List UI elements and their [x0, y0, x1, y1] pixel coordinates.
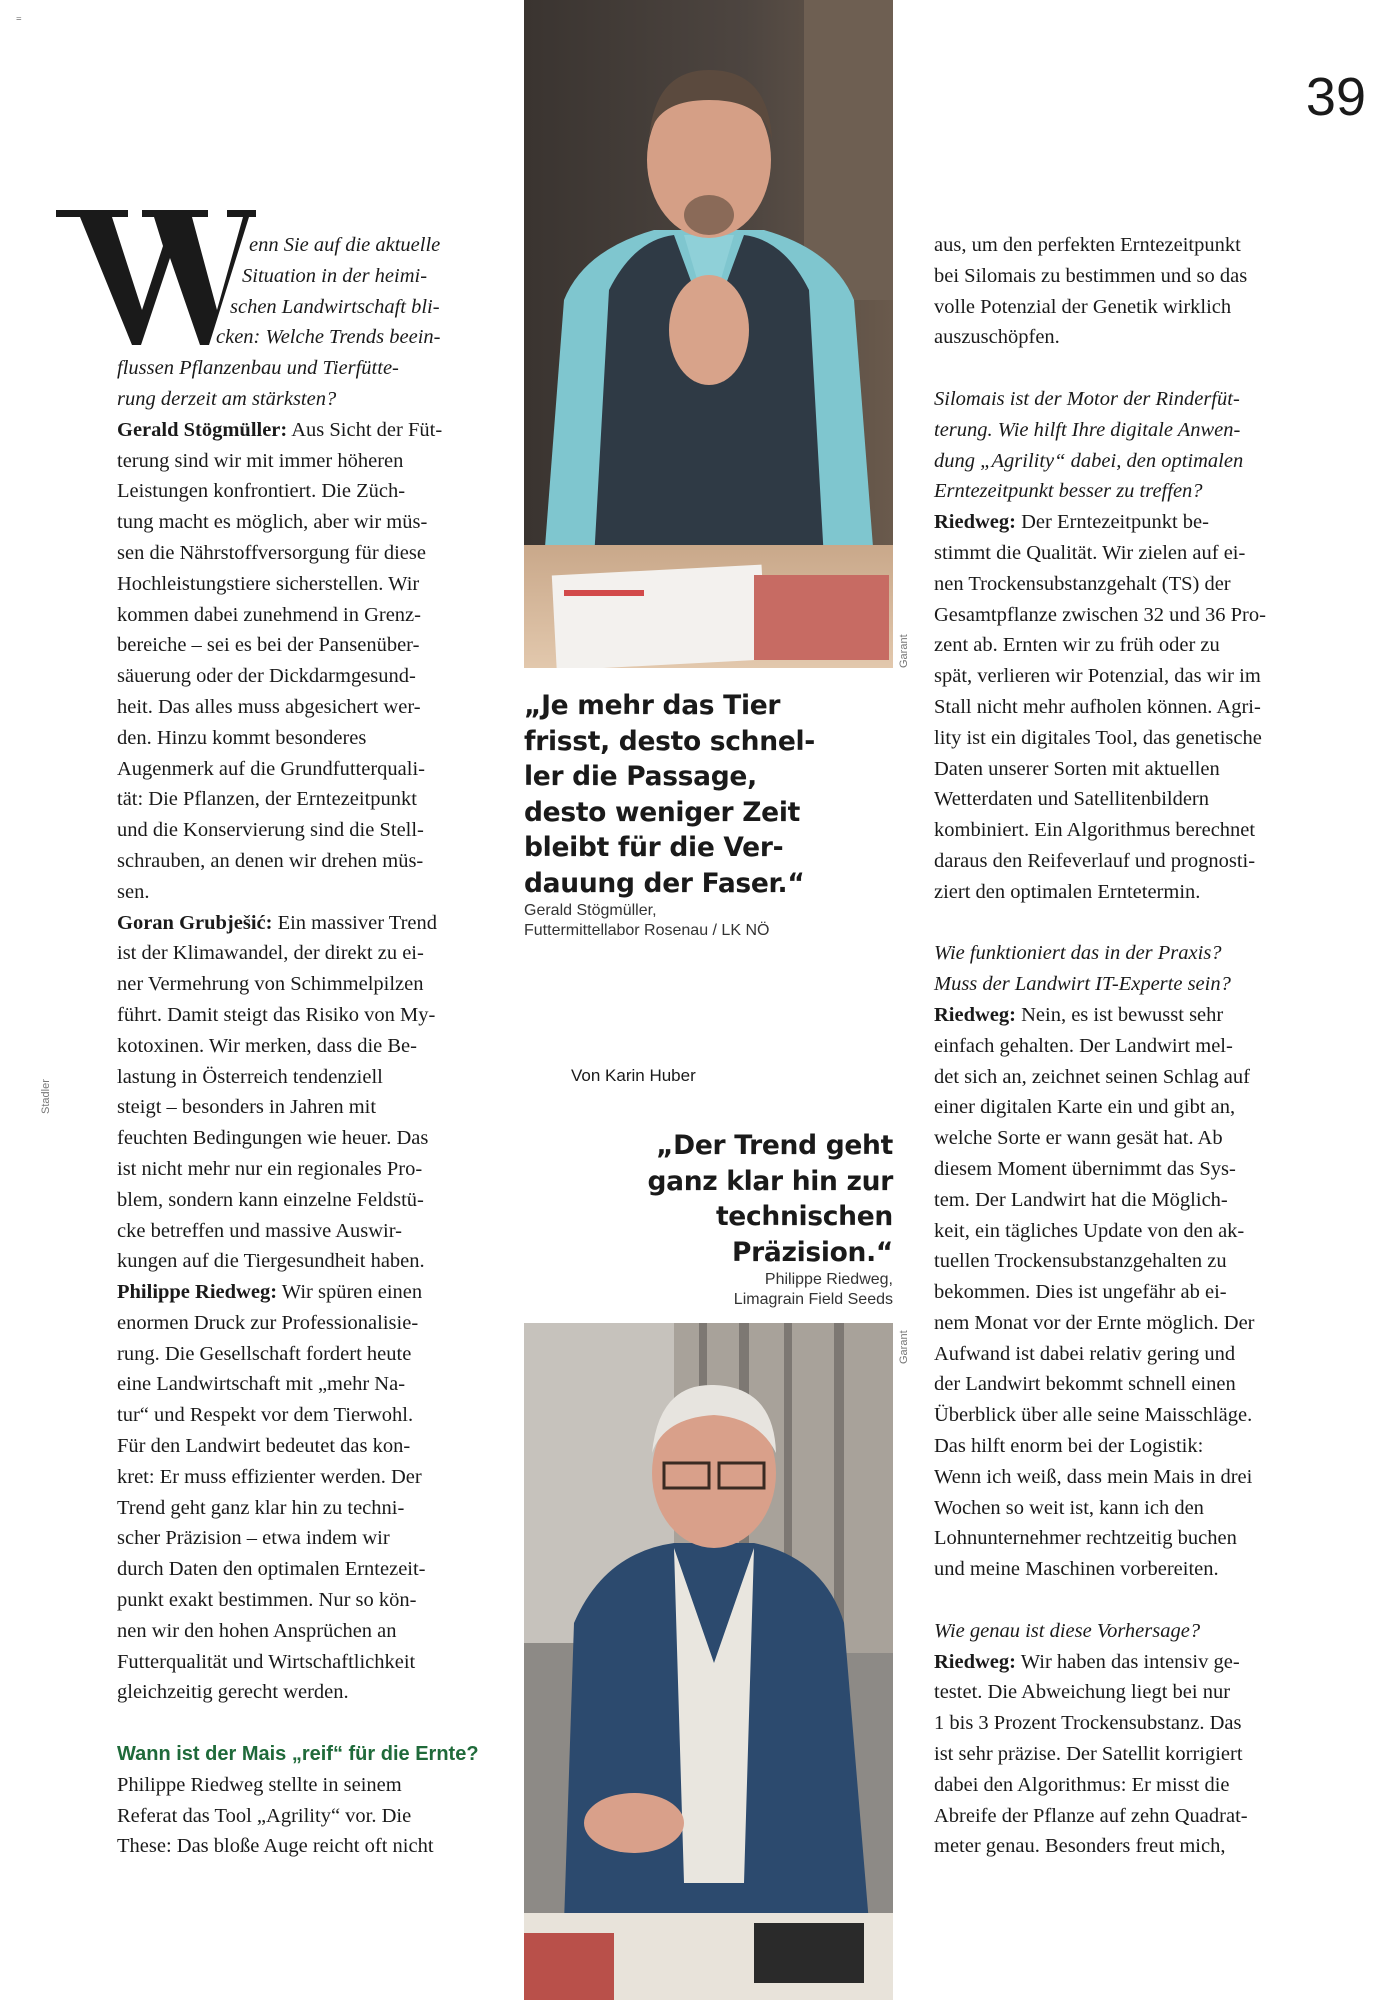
line-text: These: Das bloße Auge reicht oft nicht [117, 1835, 434, 1858]
line-text: Augenmerk auf die Grundfutterquali- [117, 757, 425, 780]
line-text: steigt – besonders in Jahren mit [117, 1096, 377, 1119]
text-line [934, 1739, 1319, 1770]
line-text: scher Präzision – etwa indem wir [117, 1527, 390, 1550]
text-line [117, 1585, 502, 1616]
line-text: stimmt die Qualität. Wir zielen auf ei- [934, 541, 1246, 564]
line-text: tem. Der Landwirt hat die Möglich- [934, 1188, 1228, 1211]
text-line [117, 754, 502, 785]
line-text: der Landwirt bekommt schnell einen [934, 1373, 1236, 1396]
speaker-name: Philippe Riedweg: [117, 1281, 278, 1304]
line-text: Trend geht ganz klar hin zu techni- [117, 1496, 405, 1519]
text-line [117, 630, 502, 661]
text-line [117, 1092, 502, 1123]
line-text: Situation in der heimi- [242, 264, 428, 287]
line-text: Daten unserer Sorten mit aktuellen [934, 757, 1220, 780]
line-text: kungen auf die Tiergesundheit haben. [117, 1250, 425, 1273]
line-text: Wenn ich weiß, dass mein Mais in drei [934, 1465, 1253, 1488]
line-text: nem Monat vor der Ernte möglich. Der [934, 1311, 1255, 1334]
text-line [117, 877, 502, 908]
line-text: terung. Wie hilft Ihre digitale Anwen- [934, 418, 1241, 441]
line-text: bekommen. Dies ist ungefähr ab ei- [934, 1281, 1227, 1304]
line-text: enormen Druck zur Professionalisie- [117, 1311, 419, 1334]
line-text: punkt exakt bestimmen. Nur so kön- [117, 1589, 417, 1612]
line-text: kombiniert. Ein Algorithmus berechnet [934, 819, 1256, 842]
text-line [117, 1339, 502, 1370]
question-line [934, 446, 1319, 477]
paragraph-gap [934, 1585, 1319, 1616]
text-line [117, 538, 502, 569]
text-line [934, 1031, 1319, 1062]
line-text: ner Vermehrung von Schimmelpilzen [117, 973, 424, 996]
text-line [117, 1554, 502, 1585]
text-line [117, 1277, 502, 1308]
line-text: Gesamtpflanze zwischen 32 und 36 Pro- [934, 603, 1266, 626]
text-line [117, 1000, 502, 1031]
line-text: keit, ein tägliches Update von den ak- [934, 1219, 1245, 1242]
line-text: Aus Sicht der Füt- [287, 418, 443, 441]
line-text: det sich an, zeichnet seinen Schlag auf [934, 1065, 1250, 1088]
text-line [934, 1400, 1319, 1431]
text-line [117, 1677, 502, 1708]
text-line [934, 1677, 1319, 1708]
text-line [117, 1462, 502, 1493]
photo-credit-1: Garant [898, 634, 910, 668]
line-text: kret: Er muss effizienter werden. Der [117, 1465, 422, 1488]
text-line [117, 692, 502, 723]
line-text: gleichzeitig gerecht werden. [117, 1681, 349, 1704]
text-line [117, 1647, 502, 1678]
corner-mark: = [16, 14, 22, 25]
text-line [934, 754, 1319, 785]
question-line [934, 938, 1319, 969]
text-line [934, 1801, 1319, 1832]
text-line [934, 1523, 1319, 1554]
text-line [117, 1123, 502, 1154]
line-text: ist sehr präzise. Der Satellit korrigiert [934, 1743, 1243, 1766]
line-text: lity ist ein digitales Tool, das genetische [934, 726, 1262, 749]
text-line [117, 1062, 502, 1093]
line-text: sen die Nährstoffversorgung für diese [117, 541, 426, 564]
quote-line: frisst, desto schnel- [524, 725, 815, 757]
text-line [934, 1708, 1319, 1739]
speaker-name: Riedweg: [934, 1650, 1016, 1673]
line-text: Wochen so weit ist, kann ich den [934, 1496, 1204, 1519]
line-text: Erntezeitpunkt besser zu treffen? [934, 480, 1203, 503]
text-line [934, 1369, 1319, 1400]
line-text: einer digitalen Karte ein und gibt an, [934, 1096, 1236, 1119]
speaker-name: Riedweg: [934, 1003, 1016, 1026]
line-text: ist nicht mehr nur ein regionales Pro- [117, 1157, 423, 1180]
line-text: bereiche – sei es bei der Pansenüber- [117, 634, 420, 657]
line-text: cke betreffen und massive Auswir- [117, 1219, 402, 1242]
line-text: cken: Welche Trends beein- [216, 326, 441, 349]
author-byline: Von Karin Huber [571, 1066, 696, 1085]
line-text: blem, sondern kann einzelne Feldstü- [117, 1188, 424, 1211]
line-text: enn Sie auf die aktuelle [249, 234, 441, 256]
line-text: tur“ und Respekt vor dem Tierwohl. [117, 1404, 414, 1427]
line-text: tung macht es möglich, aber wir müs- [117, 511, 428, 534]
line-text: kotoxinen. Wir merken, dass die Be- [117, 1034, 417, 1057]
text-line [117, 1369, 502, 1400]
line-text: ziert den optimalen Erntetermin. [934, 880, 1201, 903]
text-line [934, 1216, 1319, 1247]
text-line [934, 1062, 1319, 1093]
line-text: eine Landwirtschaft mit „mehr Na- [117, 1373, 406, 1396]
line-text: Muss der Landwirt IT-Experte sein? [934, 973, 1231, 996]
text-line [934, 1308, 1319, 1339]
text-line [117, 1831, 502, 1862]
line-text: dabei den Algorithmus: Er misst die [934, 1773, 1230, 1796]
line-text: Wir haben das intensiv ge- [1015, 1650, 1240, 1673]
line-text: einfach gehalten. Der Landwirt mel- [934, 1034, 1233, 1057]
line-text: Hochleistungstiere sicherstellen. Wir [117, 572, 420, 595]
text-line [934, 1493, 1319, 1524]
quote-line: Präzision.“ [732, 1236, 893, 1268]
text-line [934, 877, 1319, 908]
line-text: rung. Die Gesellschaft fordert heute [117, 1342, 412, 1365]
text-line [934, 784, 1319, 815]
text-line [117, 908, 502, 939]
text-line [934, 1185, 1319, 1216]
photo-credit-left: Stadler [40, 1079, 52, 1114]
line-text: Wann ist der Mais „reif“ für die Ernte? [117, 1743, 479, 1766]
text-line [117, 661, 502, 692]
line-text: säuerung oder der Dickdarmgesund- [117, 665, 416, 688]
paragraph-gap [934, 353, 1319, 384]
text-line [934, 230, 1319, 261]
text-line [117, 600, 502, 631]
text-line [117, 1400, 502, 1431]
line-text: führt. Damit steigt das Risiko von My- [117, 1003, 436, 1026]
quote-attribution-org: Limagrain Field Seeds [733, 1291, 893, 1308]
question-line [934, 476, 1319, 507]
pull-quote-2 [647, 1128, 893, 1310]
text-line [934, 1831, 1319, 1862]
text-line [934, 1277, 1319, 1308]
line-text: Abreife der Pflanze auf zehn Quadrat- [934, 1804, 1248, 1827]
line-text: durch Daten den optimalen Erntezeit- [117, 1558, 426, 1581]
line-text: nen wir den hohen Ansprüchen an [117, 1619, 397, 1642]
question-line [117, 353, 502, 384]
quote-line: dauung der Faser.“ [524, 867, 805, 899]
line-text: tät: Die Pflanzen, der Erntezeitpunkt [117, 788, 417, 811]
text-line [934, 1339, 1319, 1370]
text-line [934, 507, 1319, 538]
text-line [934, 1770, 1319, 1801]
line-text: Für den Landwirt bedeutet das kon- [117, 1435, 411, 1458]
paragraph-gap [934, 908, 1319, 939]
line-text: Futterqualität und Wirtschaftlichkeit [117, 1650, 416, 1673]
question-line [934, 415, 1319, 446]
text-line [934, 292, 1319, 323]
text-line [934, 1647, 1319, 1678]
line-text: flussen Pflanzenbau und Tierfütte- [117, 357, 399, 380]
text-line [934, 600, 1319, 631]
line-text: testet. Die Abweichung liegt bei nur [934, 1681, 1231, 1704]
line-text: terung sind wir mit immer höheren [117, 449, 404, 472]
quote-line: bleibt für die Ver- [524, 832, 784, 863]
text-line [117, 1801, 502, 1832]
photo-philippe-riedweg [524, 1323, 893, 2000]
text-line [934, 322, 1319, 353]
text-line [934, 815, 1319, 846]
text-line [117, 1431, 502, 1462]
line-text: Philippe Riedweg stellte in seinem [117, 1773, 402, 1796]
line-text: Stall nicht mehr aufholen können. Agri- [934, 695, 1261, 718]
article-column-right [934, 230, 1319, 1862]
text-line [934, 692, 1319, 723]
line-text: und meine Maschinen vorbereiten. [934, 1558, 1219, 1581]
line-text: Überblick über alle seine Maisschläge. [934, 1404, 1253, 1427]
line-text: den. Hinzu kommt besonderes [117, 726, 367, 749]
quote-line: „Je mehr das Tier [524, 690, 781, 721]
line-text: heit. Das alles muss abgesichert wer- [117, 695, 421, 718]
text-line [934, 1123, 1319, 1154]
text-line [117, 415, 502, 446]
quote-line: ganz klar hin zur [647, 1165, 893, 1197]
line-text: Lohnunternehmer rechtzeitig buchen [934, 1527, 1237, 1550]
line-text: schen Landwirtschaft bli- [230, 295, 440, 318]
line-text: Referat das Tool „Agrility“ vor. Die [117, 1804, 412, 1827]
line-text: 1 bis 3 Prozent Trockensubstanz. Das [934, 1712, 1242, 1735]
line-text: sen. [117, 880, 150, 903]
line-text: dung „Agrility“ dabei, den optimalen [934, 449, 1244, 472]
section-heading [117, 1739, 502, 1770]
question-line [117, 322, 502, 353]
line-text: Aufwand ist dabei relativ gering und [934, 1342, 1236, 1365]
page-number: 39 [1305, 67, 1366, 127]
text-line [934, 1246, 1319, 1277]
text-line [117, 1770, 502, 1801]
quote-line: „Der Trend geht [656, 1130, 893, 1161]
text-line [117, 784, 502, 815]
text-line [117, 1031, 502, 1062]
question-line [117, 384, 502, 415]
line-text: Wie funktioniert das in der Praxis? [934, 942, 1222, 965]
text-line [934, 1000, 1319, 1031]
paragraph-gap [117, 1708, 502, 1739]
line-text: diesem Moment übernimmt das Sys- [934, 1157, 1236, 1180]
text-line [934, 538, 1319, 569]
text-line [117, 1154, 502, 1185]
text-line [934, 723, 1319, 754]
line-text: aus, um den perfekten Erntezeitpunkt [934, 234, 1241, 256]
line-text: Der Erntezeitpunkt be- [1015, 511, 1209, 534]
line-text: lastung in Österreich tendenziell [117, 1065, 383, 1088]
line-text: Wetterdaten und Satellitenbildern [934, 788, 1210, 811]
line-text: ist der Klimawandel, der direkt zu ei- [117, 942, 424, 965]
text-line [117, 446, 502, 477]
line-text: auszuschöpfen. [934, 326, 1060, 349]
text-line [117, 723, 502, 754]
text-line [934, 1554, 1319, 1585]
question-line [934, 1616, 1319, 1647]
line-text: Wir spüren einen [277, 1281, 423, 1304]
line-text: und die Konservierung sind die Stell- [117, 819, 424, 842]
quote-line: ler die Passage, [524, 761, 757, 792]
quote-line: desto weniger Zeit [524, 796, 800, 828]
quote-attribution-name: Philippe Riedweg, [764, 1271, 893, 1288]
quote-attribution-org: Futtermittellabor Rosenau / LK NÖ [524, 922, 770, 939]
line-text: feuchten Bedingungen wie heuer. Das [117, 1127, 429, 1150]
line-text: meter genau. Besonders freut mich, [934, 1835, 1226, 1858]
text-line [934, 846, 1319, 877]
line-text: Nein, es ist bewusst sehr [1015, 1003, 1224, 1026]
text-line [934, 1431, 1319, 1462]
quote-line: technischen [715, 1201, 893, 1232]
line-text: Silomais ist der Motor der Rinderfüt- [934, 387, 1240, 410]
line-text: zent ab. Ernten wir zu früh oder zu [934, 634, 1220, 657]
line-text: rung derzeit am stärksten? [117, 387, 337, 410]
text-line [117, 1185, 502, 1216]
pull-quote-1 [524, 688, 815, 941]
question-line [934, 384, 1319, 415]
article-column-left [117, 230, 502, 1862]
text-line [934, 630, 1319, 661]
text-line [934, 1462, 1319, 1493]
line-text: welche Sorte er wann gesät hat. Ab [934, 1127, 1223, 1150]
line-text: daraus den Reifeverlauf und prognosti- [934, 849, 1256, 872]
photo-credit-2: Garant [898, 1330, 910, 1364]
question-line [934, 969, 1319, 1000]
line-text: Ein massiver Trend [272, 911, 438, 934]
line-text: tuellen Trockensubstanzgehalten zu [934, 1250, 1227, 1273]
text-line [934, 261, 1319, 292]
speaker-name: Goran Grubješić: [117, 911, 273, 934]
line-text: volle Potenzial der Genetik wirklich [934, 295, 1232, 318]
line-text: Das hilft enorm bei der Logistik: [934, 1435, 1204, 1458]
text-line [934, 1154, 1319, 1185]
question-line [117, 292, 502, 323]
text-line [117, 476, 502, 507]
text-line [117, 815, 502, 846]
text-line [117, 1523, 502, 1554]
line-text: nen Trockensubstanzgehalt (TS) der [934, 572, 1231, 595]
line-text: kommen dabei zunehmend in Grenz- [117, 603, 421, 626]
text-line [117, 1308, 502, 1339]
text-line [117, 938, 502, 969]
text-line [117, 569, 502, 600]
text-line [117, 846, 502, 877]
line-text: bei Silomais zu bestimmen und so das [934, 264, 1248, 287]
question-line [117, 230, 502, 261]
text-line [117, 1616, 502, 1647]
speaker-name: Gerald Stögmüller: [117, 418, 288, 441]
text-line [934, 661, 1319, 692]
text-line [117, 1493, 502, 1524]
line-text: spät, verlieren wir Potenzial, das wir im [934, 665, 1261, 688]
text-line [934, 569, 1319, 600]
line-text: Leistungen konfrontiert. Die Züch- [117, 480, 406, 503]
text-line [117, 969, 502, 1000]
text-line [117, 1246, 502, 1277]
text-line [117, 1216, 502, 1247]
line-text: schrauben, an denen wir drehen müs- [117, 849, 424, 872]
text-line [117, 507, 502, 538]
line-text: Wie genau ist diese Vorhersage? [934, 1619, 1201, 1642]
photo-gerald-stoegmueller [524, 0, 893, 668]
speaker-name: Riedweg: [934, 511, 1016, 534]
question-line [117, 261, 502, 292]
quote-attribution-name: Gerald Stögmüller, [524, 902, 657, 919]
text-line [934, 1092, 1319, 1123]
